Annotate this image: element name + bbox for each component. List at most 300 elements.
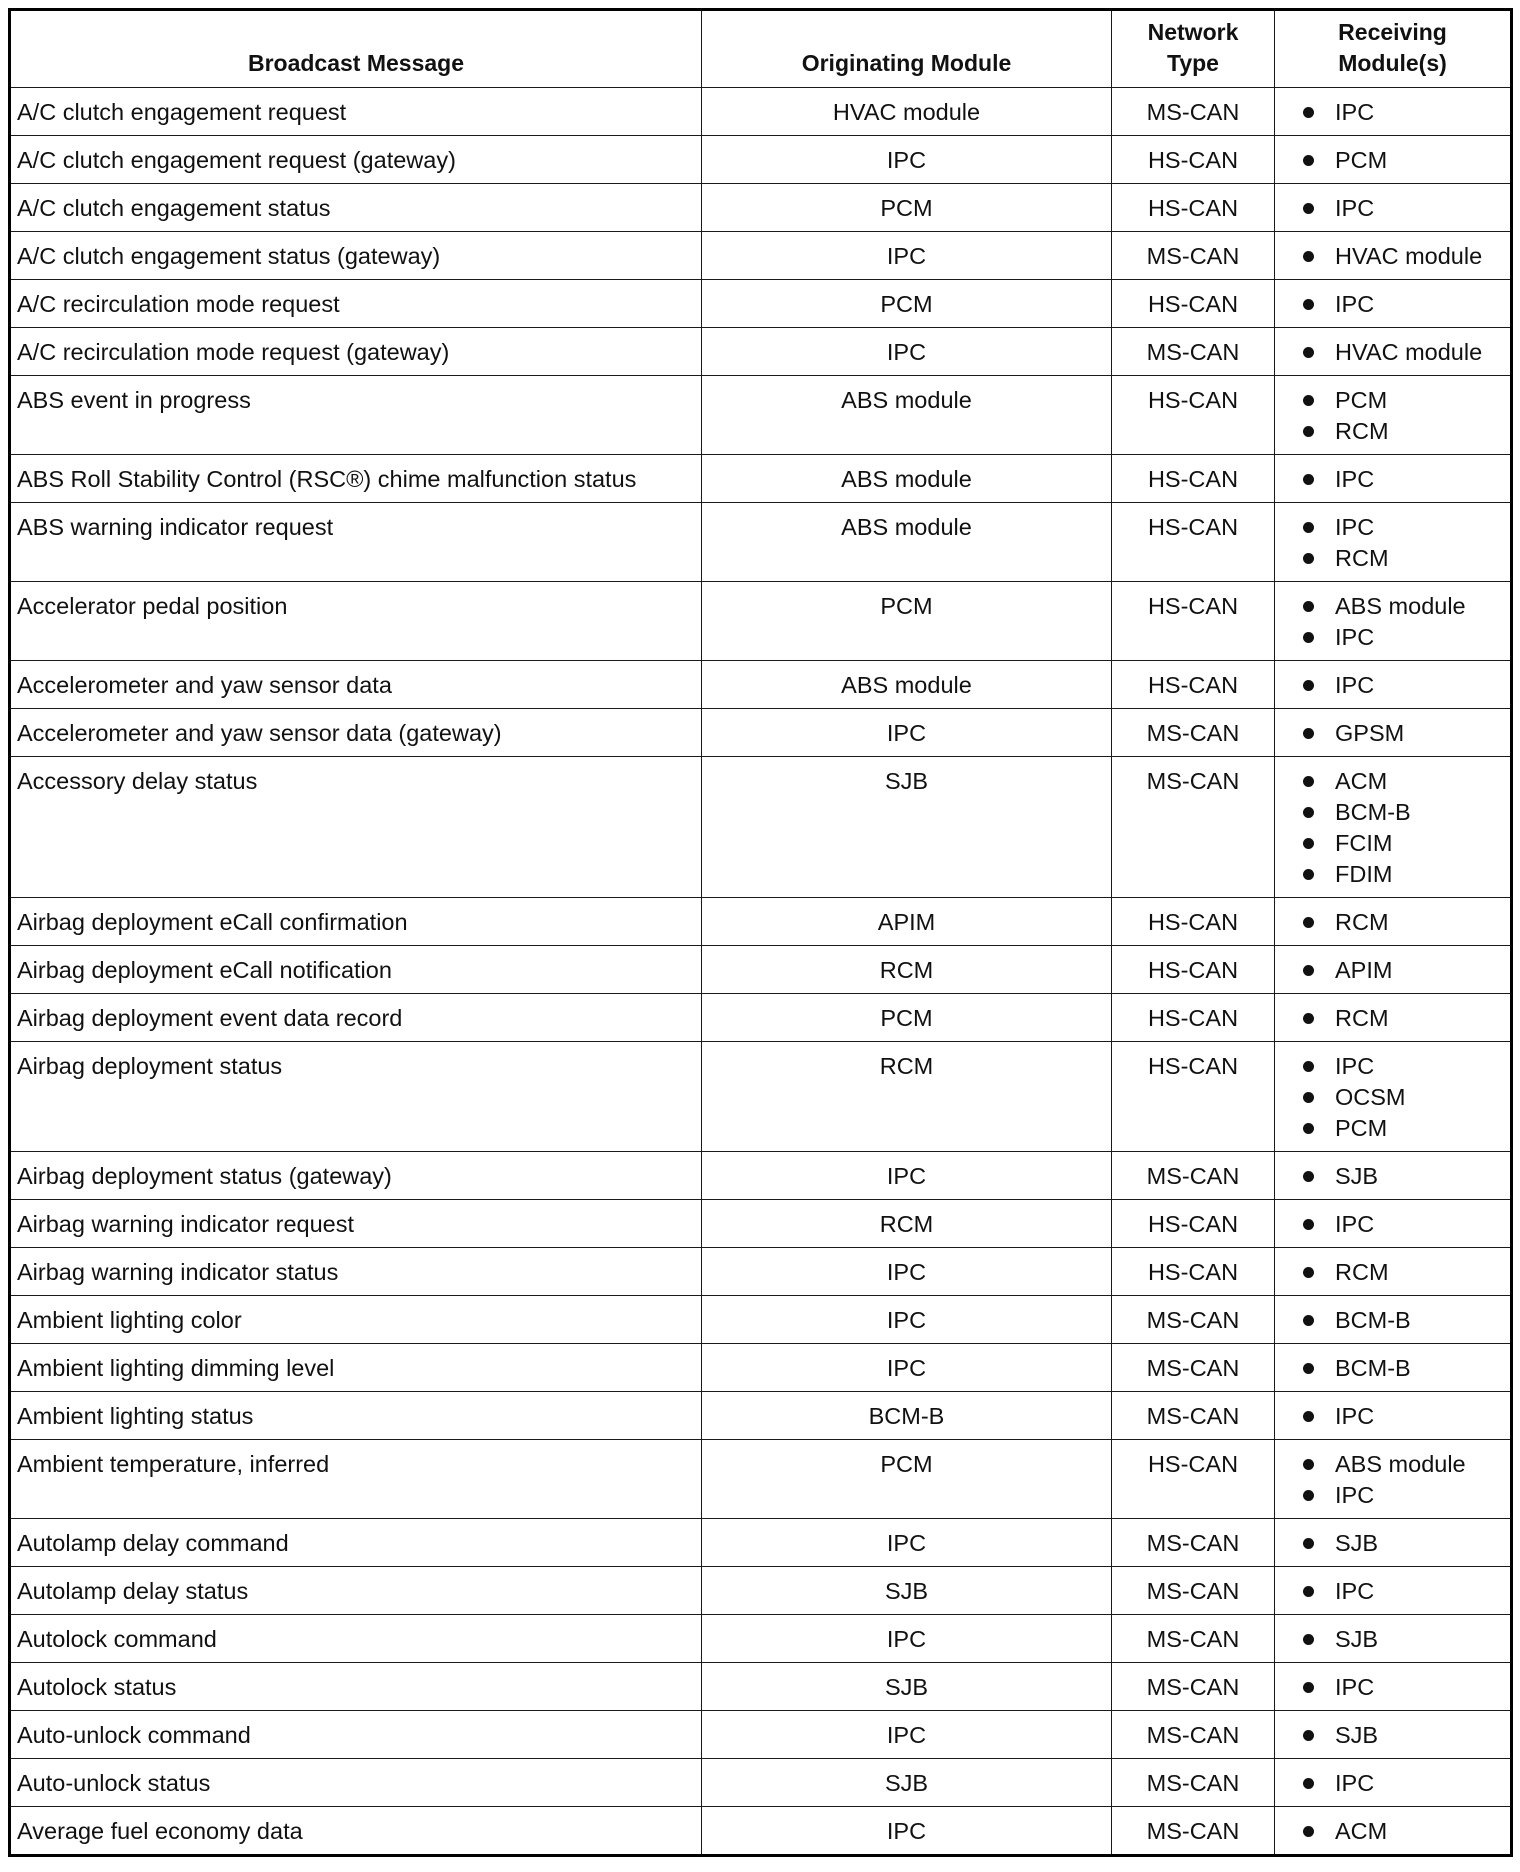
- receiving-modules-cell: [1275, 232, 1512, 280]
- header-originating-module-label: Originating Module: [801, 50, 1012, 76]
- header-network-type-line1: Network: [1147, 19, 1239, 45]
- receiving-modules-cell: [1275, 1663, 1512, 1711]
- broadcast-message-cell: ABS warning indicator request: [10, 503, 702, 582]
- receiving-module-item: [1301, 1527, 1502, 1560]
- receiving-modules-list: [1301, 96, 1502, 129]
- receiving-module-label: FDIM: [1335, 861, 1393, 887]
- table-row: [10, 1519, 1512, 1567]
- table-row: [10, 1711, 1512, 1759]
- receiving-module-item: [1301, 192, 1502, 225]
- receiving-module-item: [1301, 796, 1502, 829]
- network-type-cell: MS-CAN: [1112, 1296, 1275, 1344]
- bullet-icon: [1303, 1586, 1314, 1597]
- receiving-module-label: BCM-B: [1335, 799, 1411, 825]
- receiving-modules-list: [1301, 1304, 1502, 1337]
- receiving-modules-list: [1301, 288, 1502, 321]
- bullet-icon: [1303, 474, 1314, 485]
- broadcast-message-cell: Auto-unlock command: [10, 1711, 702, 1759]
- receiving-modules-cell: [1275, 1392, 1512, 1440]
- receiving-module-label: PCM: [1335, 387, 1388, 413]
- bullet-icon: [1303, 155, 1314, 166]
- bullet-icon: [1303, 728, 1314, 739]
- receiving-modules-list: [1301, 1575, 1502, 1608]
- receiving-modules-list: [1301, 1815, 1502, 1848]
- broadcast-message-cell: ABS event in progress: [10, 376, 702, 455]
- receiving-module-label: PCM: [1335, 1115, 1388, 1141]
- receiving-module-label: HVAC module: [1335, 339, 1483, 365]
- originating-module-cell: IPC: [702, 709, 1112, 757]
- receiving-module-item: [1301, 1352, 1502, 1385]
- receiving-module-label: RCM: [1335, 545, 1389, 571]
- receiving-modules-list: [1301, 384, 1502, 448]
- bullet-icon: [1303, 1826, 1314, 1837]
- bullet-icon: [1303, 1013, 1314, 1024]
- receiving-module-label: BCM-B: [1335, 1307, 1411, 1333]
- receiving-module-item: [1301, 827, 1502, 860]
- originating-module-cell: ABS module: [702, 503, 1112, 582]
- broadcast-message-cell: Ambient temperature, inferred: [10, 1440, 702, 1519]
- receiving-modules-list: [1301, 1719, 1502, 1752]
- table-row: [10, 1615, 1512, 1663]
- network-type-cell: HS-CAN: [1112, 1200, 1275, 1248]
- receiving-module-label: IPC: [1335, 514, 1375, 540]
- receiving-modules-cell: [1275, 1519, 1512, 1567]
- receiving-module-item: [1301, 240, 1502, 273]
- network-type-cell: MS-CAN: [1112, 1392, 1275, 1440]
- originating-module-cell: ABS module: [702, 661, 1112, 709]
- receiving-module-label: IPC: [1335, 1674, 1375, 1700]
- receiving-module-label: PCM: [1335, 147, 1388, 173]
- broadcast-message-cell: Auto-unlock status: [10, 1759, 702, 1807]
- table-row: [10, 1807, 1512, 1856]
- bullet-icon: [1303, 1267, 1314, 1278]
- table-row: [10, 184, 1512, 232]
- receiving-modules-cell: [1275, 709, 1512, 757]
- broadcast-message-cell: Autolamp delay command: [10, 1519, 702, 1567]
- originating-module-cell: SJB: [702, 1567, 1112, 1615]
- broadcast-message-cell: A/C clutch engagement request: [10, 88, 702, 136]
- receiving-module-label: HVAC module: [1335, 243, 1483, 269]
- table-row: [10, 1759, 1512, 1807]
- receiving-modules-cell: [1275, 994, 1512, 1042]
- header-broadcast-message: [10, 10, 702, 88]
- originating-module-cell: APIM: [702, 898, 1112, 946]
- broadcast-message-cell: Airbag deployment eCall confirmation: [10, 898, 702, 946]
- broadcast-message-cell: Accelerator pedal position: [10, 582, 702, 661]
- bullet-icon: [1303, 1171, 1314, 1182]
- receiving-modules-list: [1301, 669, 1502, 702]
- receiving-modules-cell: [1275, 88, 1512, 136]
- receiving-modules-list: [1301, 717, 1502, 750]
- receiving-modules-cell: [1275, 280, 1512, 328]
- network-type-cell: MS-CAN: [1112, 88, 1275, 136]
- network-type-cell: MS-CAN: [1112, 1519, 1275, 1567]
- header-network-type-line2: Type: [1167, 50, 1219, 76]
- table-header: [10, 10, 1512, 88]
- receiving-module-label: IPC: [1335, 1482, 1375, 1508]
- receiving-module-item: [1301, 954, 1502, 987]
- originating-module-cell: RCM: [702, 946, 1112, 994]
- receiving-modules-cell: [1275, 1248, 1512, 1296]
- originating-module-cell: IPC: [702, 1296, 1112, 1344]
- receiving-modules-list: [1301, 511, 1502, 575]
- header-network-type: [1112, 10, 1275, 88]
- table-row: [10, 1042, 1512, 1152]
- originating-module-cell: HVAC module: [702, 88, 1112, 136]
- receiving-modules-cell: [1275, 1344, 1512, 1392]
- table-row: [10, 709, 1512, 757]
- receiving-module-label: IPC: [1335, 1578, 1375, 1604]
- broadcast-message-cell: Ambient lighting color: [10, 1296, 702, 1344]
- receiving-modules-list: [1301, 240, 1502, 273]
- network-type-cell: MS-CAN: [1112, 232, 1275, 280]
- broadcast-message-cell: Airbag deployment eCall notification: [10, 946, 702, 994]
- broadcast-message-cell: A/C recirculation mode request: [10, 280, 702, 328]
- network-type-cell: HS-CAN: [1112, 455, 1275, 503]
- receiving-module-item: [1301, 669, 1502, 702]
- bullet-icon: [1303, 869, 1314, 880]
- header-receiving-modules: [1275, 10, 1512, 88]
- bullet-icon: [1303, 917, 1314, 928]
- receiving-module-item: [1301, 1575, 1502, 1608]
- header-receiving-modules-line1: Receiving: [1338, 19, 1447, 45]
- receiving-modules-cell: [1275, 328, 1512, 376]
- network-type-cell: HS-CAN: [1112, 376, 1275, 455]
- header-broadcast-message-label: Broadcast Message: [247, 50, 465, 76]
- receiving-module-label: ABS module: [1335, 1451, 1466, 1477]
- header-originating-module: [702, 10, 1112, 88]
- broadcast-message-cell: Airbag warning indicator request: [10, 1200, 702, 1248]
- receiving-module-item: [1301, 463, 1502, 496]
- bullet-icon: [1303, 1363, 1314, 1374]
- receiving-module-label: SJB: [1335, 1530, 1379, 1556]
- receiving-modules-cell: [1275, 1296, 1512, 1344]
- receiving-module-label: IPC: [1335, 672, 1375, 698]
- network-type-cell: HS-CAN: [1112, 136, 1275, 184]
- receiving-module-item: [1301, 1623, 1502, 1656]
- receiving-module-item: [1301, 621, 1502, 654]
- broadcast-message-cell: Airbag deployment event data record: [10, 994, 702, 1042]
- receiving-modules-cell: [1275, 1711, 1512, 1759]
- originating-module-cell: IPC: [702, 328, 1112, 376]
- receiving-modules-list: [1301, 1002, 1502, 1035]
- receiving-modules-list: [1301, 336, 1502, 369]
- receiving-module-item: [1301, 1002, 1502, 1035]
- table-row: [10, 88, 1512, 136]
- bullet-icon: [1303, 1315, 1314, 1326]
- originating-module-cell: SJB: [702, 757, 1112, 898]
- originating-module-cell: BCM-B: [702, 1392, 1112, 1440]
- network-type-cell: MS-CAN: [1112, 709, 1275, 757]
- broadcast-message-cell: Average fuel economy data: [10, 1807, 702, 1856]
- table-row: [10, 1344, 1512, 1392]
- bullet-icon: [1303, 1730, 1314, 1741]
- receiving-modules-cell: [1275, 1200, 1512, 1248]
- broadcast-message-cell: Autolock command: [10, 1615, 702, 1663]
- originating-module-cell: RCM: [702, 1042, 1112, 1152]
- bullet-icon: [1303, 1219, 1314, 1230]
- bullet-icon: [1303, 807, 1314, 818]
- receiving-modules-cell: [1275, 757, 1512, 898]
- receiving-module-label: SJB: [1335, 1722, 1379, 1748]
- broadcast-message-cell: A/C recirculation mode request (gateway): [10, 328, 702, 376]
- receiving-module-item: [1301, 1208, 1502, 1241]
- receiving-module-label: IPC: [1335, 1053, 1375, 1079]
- table-row: [10, 1296, 1512, 1344]
- receiving-module-item: [1301, 511, 1502, 544]
- receiving-modules-cell: [1275, 136, 1512, 184]
- broadcast-message-document: [8, 8, 1510, 1857]
- receiving-module-item: [1301, 906, 1502, 939]
- receiving-modules-list: [1301, 1527, 1502, 1560]
- receiving-module-item: [1301, 1719, 1502, 1752]
- network-type-cell: MS-CAN: [1112, 1759, 1275, 1807]
- receiving-modules-cell: [1275, 503, 1512, 582]
- table-row: [10, 1663, 1512, 1711]
- originating-module-cell: IPC: [702, 1519, 1112, 1567]
- originating-module-cell: IPC: [702, 1248, 1112, 1296]
- receiving-modules-cell: [1275, 376, 1512, 455]
- network-type-cell: MS-CAN: [1112, 757, 1275, 898]
- receiving-modules-cell: [1275, 1440, 1512, 1519]
- receiving-modules-cell: [1275, 1567, 1512, 1615]
- receiving-module-item: [1301, 384, 1502, 417]
- originating-module-cell: SJB: [702, 1759, 1112, 1807]
- receiving-module-label: IPC: [1335, 624, 1375, 650]
- receiving-modules-list: [1301, 1050, 1502, 1145]
- receiving-modules-cell: [1275, 898, 1512, 946]
- table-row: [10, 1248, 1512, 1296]
- network-type-cell: MS-CAN: [1112, 1152, 1275, 1200]
- table-row: [10, 1152, 1512, 1200]
- broadcast-message-cell: Autolock status: [10, 1663, 702, 1711]
- receiving-module-item: [1301, 1815, 1502, 1848]
- table-row: [10, 1440, 1512, 1519]
- receiving-module-label: SJB: [1335, 1626, 1379, 1652]
- bullet-icon: [1303, 776, 1314, 787]
- receiving-module-item: [1301, 96, 1502, 129]
- receiving-module-label: RCM: [1335, 909, 1389, 935]
- network-type-cell: MS-CAN: [1112, 1663, 1275, 1711]
- bullet-icon: [1303, 426, 1314, 437]
- originating-module-cell: ABS module: [702, 376, 1112, 455]
- bullet-icon: [1303, 632, 1314, 643]
- network-type-cell: HS-CAN: [1112, 1440, 1275, 1519]
- network-type-cell: HS-CAN: [1112, 661, 1275, 709]
- network-type-cell: MS-CAN: [1112, 1567, 1275, 1615]
- table-row: [10, 1567, 1512, 1615]
- originating-module-cell: PCM: [702, 582, 1112, 661]
- table-body: [10, 88, 1512, 1856]
- originating-module-cell: IPC: [702, 1615, 1112, 1663]
- table-row: [10, 582, 1512, 661]
- broadcast-message-cell: A/C clutch engagement status (gateway): [10, 232, 702, 280]
- receiving-module-label: RCM: [1335, 1259, 1389, 1285]
- originating-module-cell: IPC: [702, 1807, 1112, 1856]
- originating-module-cell: IPC: [702, 1344, 1112, 1392]
- receiving-modules-cell: [1275, 1042, 1512, 1152]
- originating-module-cell: PCM: [702, 1440, 1112, 1519]
- network-type-cell: HS-CAN: [1112, 280, 1275, 328]
- originating-module-cell: IPC: [702, 232, 1112, 280]
- bullet-icon: [1303, 1682, 1314, 1693]
- network-type-cell: HS-CAN: [1112, 184, 1275, 232]
- receiving-module-label: IPC: [1335, 1211, 1375, 1237]
- receiving-module-item: [1301, 590, 1502, 623]
- bullet-icon: [1303, 1459, 1314, 1470]
- bullet-icon: [1303, 203, 1314, 214]
- broadcast-message-cell: A/C clutch engagement request (gateway): [10, 136, 702, 184]
- receiving-modules-list: [1301, 1767, 1502, 1800]
- receiving-modules-list: [1301, 1671, 1502, 1704]
- originating-module-cell: RCM: [702, 1200, 1112, 1248]
- table-row: [10, 1392, 1512, 1440]
- bullet-icon: [1303, 680, 1314, 691]
- receiving-module-label: IPC: [1335, 195, 1375, 221]
- receiving-modules-cell: [1275, 455, 1512, 503]
- bullet-icon: [1303, 522, 1314, 533]
- receiving-modules-list: [1301, 144, 1502, 177]
- receiving-module-label: FCIM: [1335, 830, 1393, 856]
- receiving-module-item: [1301, 858, 1502, 891]
- receiving-module-label: ACM: [1335, 1818, 1388, 1844]
- receiving-module-label: IPC: [1335, 99, 1375, 125]
- bullet-icon: [1303, 1634, 1314, 1645]
- receiving-module-item: [1301, 765, 1502, 798]
- network-type-cell: HS-CAN: [1112, 582, 1275, 661]
- table-row: [10, 503, 1512, 582]
- receiving-module-item: [1301, 144, 1502, 177]
- bullet-icon: [1303, 107, 1314, 118]
- network-type-cell: MS-CAN: [1112, 328, 1275, 376]
- receiving-module-label: IPC: [1335, 1770, 1375, 1796]
- receiving-module-item: [1301, 288, 1502, 321]
- receiving-module-item: [1301, 1050, 1502, 1083]
- receiving-module-item: [1301, 1671, 1502, 1704]
- receiving-module-item: [1301, 1479, 1502, 1512]
- bullet-icon: [1303, 347, 1314, 358]
- receiving-module-label: IPC: [1335, 1403, 1375, 1429]
- header-receiving-modules-line2: Module(s): [1338, 50, 1447, 76]
- broadcast-message-cell: Accelerometer and yaw sensor data (gateway): [10, 709, 702, 757]
- originating-module-cell: SJB: [702, 1663, 1112, 1711]
- table-row: [10, 232, 1512, 280]
- table-row: [10, 280, 1512, 328]
- receiving-modules-cell: [1275, 582, 1512, 661]
- receiving-modules-list: [1301, 1352, 1502, 1385]
- bullet-icon: [1303, 395, 1314, 406]
- bullet-icon: [1303, 1538, 1314, 1549]
- table-row: [10, 455, 1512, 503]
- bullet-icon: [1303, 838, 1314, 849]
- receiving-module-item: [1301, 336, 1502, 369]
- receiving-module-label: IPC: [1335, 466, 1375, 492]
- receiving-modules-list: [1301, 1448, 1502, 1512]
- originating-module-cell: ABS module: [702, 455, 1112, 503]
- receiving-module-item: [1301, 717, 1502, 750]
- receiving-modules-list: [1301, 1256, 1502, 1289]
- receiving-modules-list: [1301, 1208, 1502, 1241]
- originating-module-cell: PCM: [702, 280, 1112, 328]
- receiving-module-item: [1301, 1256, 1502, 1289]
- table-row: [10, 328, 1512, 376]
- bullet-icon: [1303, 1092, 1314, 1103]
- broadcast-message-cell: Autolamp delay status: [10, 1567, 702, 1615]
- receiving-module-label: GPSM: [1335, 720, 1405, 746]
- bullet-icon: [1303, 299, 1314, 310]
- receiving-modules-list: [1301, 765, 1502, 891]
- broadcast-message-cell: Ambient lighting status: [10, 1392, 702, 1440]
- receiving-module-label: RCM: [1335, 1005, 1389, 1031]
- network-type-cell: HS-CAN: [1112, 503, 1275, 582]
- receiving-module-label: APIM: [1335, 957, 1393, 983]
- bullet-icon: [1303, 1778, 1314, 1789]
- receiving-module-item: [1301, 1304, 1502, 1337]
- broadcast-message-cell: Airbag deployment status: [10, 1042, 702, 1152]
- network-type-cell: HS-CAN: [1112, 1248, 1275, 1296]
- bullet-icon: [1303, 251, 1314, 262]
- table-row: [10, 898, 1512, 946]
- originating-module-cell: IPC: [702, 1152, 1112, 1200]
- receiving-modules-cell: [1275, 184, 1512, 232]
- receiving-modules-list: [1301, 906, 1502, 939]
- originating-module-cell: IPC: [702, 1711, 1112, 1759]
- table-row: [10, 136, 1512, 184]
- network-type-cell: MS-CAN: [1112, 1807, 1275, 1856]
- receiving-module-label: IPC: [1335, 291, 1375, 317]
- receiving-module-item: [1301, 1400, 1502, 1433]
- network-type-cell: HS-CAN: [1112, 994, 1275, 1042]
- table-row: [10, 661, 1512, 709]
- bullet-icon: [1303, 1490, 1314, 1501]
- broadcast-message-cell: Ambient lighting dimming level: [10, 1344, 702, 1392]
- receiving-modules-cell: [1275, 1615, 1512, 1663]
- bullet-icon: [1303, 1123, 1314, 1134]
- network-type-cell: MS-CAN: [1112, 1344, 1275, 1392]
- receiving-module-label: BCM-B: [1335, 1355, 1411, 1381]
- broadcast-message-cell: ABS Roll Stability Control (RSC®) chime malfunction status: [10, 455, 702, 503]
- receiving-module-item: [1301, 1112, 1502, 1145]
- network-type-cell: MS-CAN: [1112, 1615, 1275, 1663]
- originating-module-cell: PCM: [702, 184, 1112, 232]
- broadcast-message-table: [8, 8, 1513, 1857]
- receiving-module-label: SJB: [1335, 1163, 1379, 1189]
- receiving-module-item: [1301, 1767, 1502, 1800]
- receiving-module-item: [1301, 542, 1502, 575]
- receiving-module-label: OCSM: [1335, 1084, 1406, 1110]
- receiving-modules-cell: [1275, 1807, 1512, 1856]
- receiving-modules-cell: [1275, 946, 1512, 994]
- network-type-cell: MS-CAN: [1112, 1711, 1275, 1759]
- receiving-modules-list: [1301, 1160, 1502, 1193]
- receiving-module-label: ABS module: [1335, 593, 1466, 619]
- receiving-modules-list: [1301, 954, 1502, 987]
- network-type-cell: HS-CAN: [1112, 946, 1275, 994]
- bullet-icon: [1303, 965, 1314, 976]
- originating-module-cell: PCM: [702, 994, 1112, 1042]
- receiving-module-item: [1301, 1448, 1502, 1481]
- network-type-cell: HS-CAN: [1112, 1042, 1275, 1152]
- receiving-module-item: [1301, 1081, 1502, 1114]
- broadcast-message-cell: Airbag warning indicator status: [10, 1248, 702, 1296]
- receiving-module-item: [1301, 1160, 1502, 1193]
- header-row: [10, 10, 1512, 88]
- bullet-icon: [1303, 1061, 1314, 1072]
- network-type-cell: HS-CAN: [1112, 898, 1275, 946]
- table-row: [10, 376, 1512, 455]
- broadcast-message-cell: A/C clutch engagement status: [10, 184, 702, 232]
- receiving-modules-list: [1301, 192, 1502, 225]
